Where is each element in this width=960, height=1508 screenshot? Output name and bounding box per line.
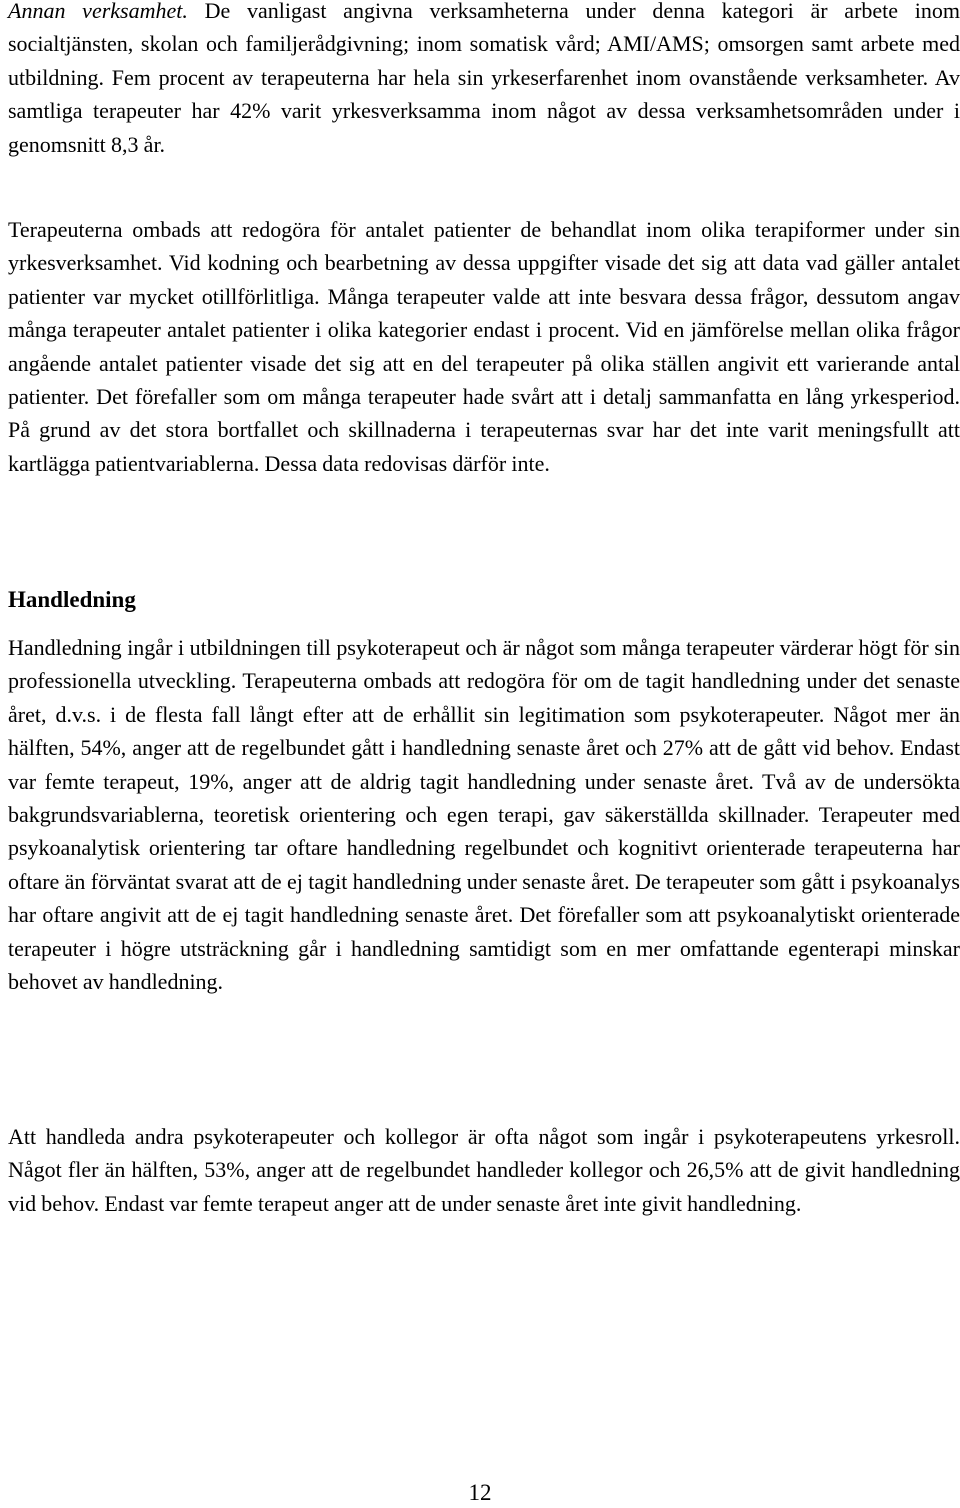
page-number: 12 (468, 1480, 492, 1505)
paragraph-body: De vanligast angivna verksamheterna under denna kategori är arbete inom socialtjänsten, skolan och familjerådgivning; inom somatisk vård; AMI/AMS; omsorgen samt arbete med utbildning. Fem procent av terapeuterna har hela sin yrkeserfarenhet inom ovanstående verksamheter. Av samtliga terapeuter har 42% varit yrkesverksamma inom något av dessa verksamhetsområden under i genomsnitt 8,3 år. (8, 0, 960, 157)
section-heading: Handledning (8, 587, 136, 612)
paragraph-supervising-others: Att handleda andra psykoterapeuter och kollegor är ofta något som ingår i psykoterapeutens yrkesroll. Något fler än hälften, 53%, anger att de regelbundet handleder kollegor och 26,5% att de givit handledning vid behov. Endast var femte terapeut anger att de under senaste året inte givit handledning. (8, 1124, 960, 1216)
paragraph-patients: Terapeuterna ombads att redogöra för antalet patienter de behandlat inom olika terapiformer under sin yrkesverksamhet. Vid kodning och bearbetning av dessa uppgifter visade det sig att data vad gäller antalet patienter var mycket otillförlitliga. Många terapeuter valde att inte besvara dessa frågor, dessutom angav många terapeuter antalet patienter i olika kategorier endast i procent. Vid en jämförelse mellan olika frågor angående antalet patienter visade det sig att en del terapeuter på olika ställen angivit ett varierande antal patienter. Det förefaller som om många terapeuter hade svårt att i detalj sammanfatta en lång yrkesperiod. På grund av det stora bortfallet och skillnaderna i terapeuternas svar har det inte varit meningsfullt att kartlägga patientvariablerna. Dessa data redovisas därför inte. (8, 217, 960, 476)
paragraph-other-activities (8, 0, 960, 161)
paragraph-supervision: Handledning ingår i utbildningen till psykoterapeut och är något som många terapeuter värderar högt för sin professionella utveckling. Terapeuterna ombads att redogöra för om de tagit handledning under det senaste året, d.v.s. i de flesta fall långt efter att de erhållit sin legitimation som psykoterapeuter. Något mer än hälften, 54%, anger att de regelbundet gått i handledning senaste året och 27% att de gått vid behov. Endast var femte terapeut, 19%, anger att de aldrig tagit handledning under senaste året. Två av de undersökta bakgrundsvariablerna, teoretisk orientering och egen terapi, gav säkerställda skillnader. Terapeuter med psykoanalytisk orientering tar oftare handledning regelbundet och kognitivt orienterade terapeuterna har oftare än förväntat svarat att de ej tagit handledning under senaste året. De terapeuter som gått i psykoanalys har oftare angivit att de ej tagit handledning senaste året. Det förefaller som att psykoanalytiskt orienterade terapeuter i högre utsträckning går i handledning samtidigt som en mer omfattande egenterapi minskar behovet av handledning. (8, 635, 960, 995)
paragraph-lead: Annan verksamhet. (8, 0, 188, 23)
